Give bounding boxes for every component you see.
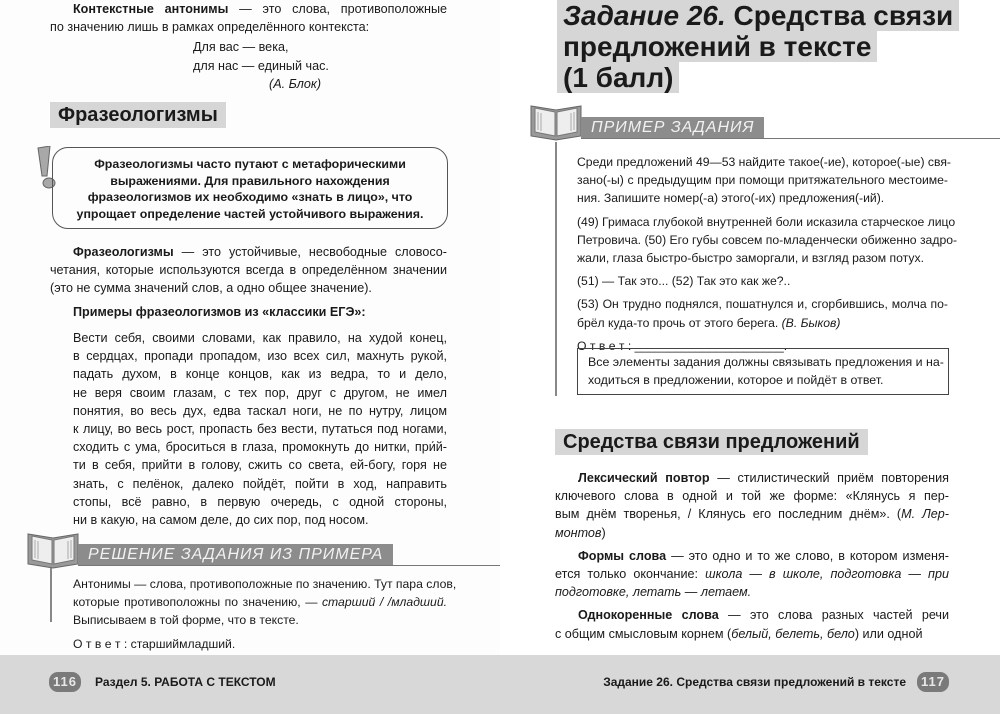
text-line <box>577 315 948 333</box>
examples-list <box>73 329 447 529</box>
footer-section-title: Раздел 5. РАБОТА С ТЕКСТОМ <box>95 675 276 689</box>
text-line <box>555 487 949 505</box>
text-line <box>73 347 447 365</box>
solution-banner: РЕШЕНИЕ ЗАДАНИЯ ИЗ ПРИМЕРА <box>78 544 393 565</box>
text-run: которые противоположны по значению, — <box>73 595 322 610</box>
title-task-number: Задание 26. <box>563 0 726 31</box>
text-line <box>555 565 949 583</box>
callout-line: выражениями. Для правильного нахождения <box>110 173 390 188</box>
italic-run: белый, белеть, бело <box>731 626 855 641</box>
poem-author: (А. Блок) <box>269 77 322 91</box>
text-line <box>73 511 447 529</box>
text-line <box>73 384 447 402</box>
text-line <box>73 493 447 511</box>
text-line <box>73 365 447 383</box>
text-run: Петровича. (50) Его губы совсем по-младенчески обиженно задро- <box>577 232 958 247</box>
page-number: 117 <box>917 672 949 692</box>
text-line <box>577 296 948 314</box>
italic-run: старший / /младший. <box>321 595 447 610</box>
text-line <box>73 329 447 347</box>
note-line: ходиться в предложении, которое и пойдёт в ответ. <box>588 373 884 387</box>
text-run: (53) Он трудно поднялся, пошатнулся и, сгорбившись, молча по- <box>577 297 948 312</box>
bold-term: Формы слова <box>578 548 667 563</box>
text-run: (49) Гримаса глубокой внутренней боли исказила старческое лицо <box>577 214 956 229</box>
title-text: Средства связи <box>725 0 954 31</box>
divider <box>50 568 52 622</box>
text-line <box>50 279 447 297</box>
text-line <box>73 438 447 456</box>
text-run: ни в какую, на самом деле, до сих пор, под носом. <box>73 512 369 527</box>
bold-term: Контекстные антонимы <box>73 2 229 16</box>
text-line <box>577 250 948 268</box>
poem-line: для нас — единый час. <box>193 58 329 73</box>
text-run: с общим смысловым корнем ( <box>555 626 732 641</box>
body-text <box>555 469 949 643</box>
text-line <box>50 243 447 261</box>
text-line <box>73 402 447 420</box>
section-heading: Средства связи предложений <box>555 429 868 455</box>
bold-term: Фразеологизмы <box>73 245 174 259</box>
text-line <box>73 303 447 321</box>
page-title <box>557 0 959 93</box>
text-run: Среди предложений 49—53 найдите такое(-ие), которое(-ые) свя- <box>577 155 951 169</box>
text-line <box>577 172 948 190</box>
text-run: — стилистический приём повторения <box>709 471 949 485</box>
text-line <box>50 18 447 36</box>
book-icon <box>527 102 585 142</box>
text-line <box>577 154 951 172</box>
text-run: Антонимы — слова, противоположные по значению. Тут пара слов, <box>73 577 457 591</box>
title-line: (1 балл) <box>557 62 679 93</box>
text-run: — это устойчивые, несвободные словосо- <box>173 245 447 259</box>
text-run: Вести себя, своими словами, как правило, на худой конец, <box>73 331 447 345</box>
text-line <box>73 575 457 593</box>
text-line <box>50 0 447 18</box>
footer-section-title: Задание 26. Средства связи предложений в тексте <box>603 675 906 689</box>
text-line <box>577 273 948 291</box>
text-line <box>555 583 949 601</box>
text-line <box>50 261 447 279</box>
text-line <box>555 524 949 542</box>
poem-quote <box>193 38 329 94</box>
text-run: падать духом, в конце концов, как из ведра, то и дело, <box>73 367 447 382</box>
text-line <box>577 190 948 208</box>
text-run: Выписываем в той форме, что в тексте. <box>73 613 299 628</box>
text-run: (это не сумма значений слов, а одно общее значение). <box>50 281 372 296</box>
text-run: жали, глаза быстро-быстро заморгали, и взгляд разом потух. <box>577 250 924 265</box>
bold-term: Примеры фразеологизмов из «классики ЕГЭ»: <box>73 305 366 319</box>
text-line <box>555 625 949 643</box>
title-line <box>557 0 959 31</box>
text-run: вым днём творенья, / Клянусь его последним днём». ( <box>555 507 902 522</box>
divider <box>78 565 500 566</box>
text-run: стопы, всё равно, в первую очередь, с одной стороны, <box>73 494 447 509</box>
text-run: ти в себя, прийти в голову, сжить со света, ей-богу, горя не <box>73 458 447 473</box>
text-run: — это слова разных частей речи <box>718 608 950 623</box>
callout-line: Фразеологизмы часто путают с метафорическими <box>94 157 406 171</box>
text-run: сходить с ума, броситься в глаза, промокнуть до нитки, при́й- <box>73 440 447 455</box>
text-line <box>73 475 447 493</box>
text-run: ) или одной <box>854 626 923 641</box>
examples-title <box>73 303 447 321</box>
text-run: (51) — Так это... (52) Так это как же?.. <box>577 274 791 289</box>
text-line <box>555 547 949 565</box>
text-line <box>73 420 447 438</box>
callout-line: фразеологизмов их необходимо «знать в лицо», что <box>87 190 413 204</box>
italic-run: (В. Быков) <box>781 315 841 330</box>
text-line <box>555 606 949 624</box>
italic-run: монтов <box>555 525 602 540</box>
text-line <box>555 469 949 487</box>
text-line <box>555 505 949 523</box>
text-run: зано(-ы) с предыдущим при помощи притяжательного местоиме- <box>577 173 948 188</box>
solution-text <box>73 575 457 653</box>
task-text <box>577 154 958 356</box>
note-line: Все элементы задания должны связывать предложения и на- <box>588 355 944 369</box>
text-line <box>577 232 958 250</box>
text-line <box>73 611 447 629</box>
text-run: О т в е т : старшиймладший. <box>73 636 236 651</box>
divider <box>581 138 1000 139</box>
text-run: в сердцах, пропади пропадом, изо всех сил, махнуть рукой, <box>73 349 447 364</box>
text-run: — это слова, противоположные <box>228 2 447 16</box>
example-banner: ПРИМЕР ЗАДАНИЯ <box>581 117 764 138</box>
text-line <box>73 635 447 653</box>
text-run: четания, которые используются всегда в определённом значении <box>50 263 447 278</box>
intro-paragraph <box>50 0 447 36</box>
text-run: к лицу, во весь рост, пропасть без вести, путаться под ногами, <box>73 421 447 436</box>
title-line: предложений в тексте <box>557 31 877 62</box>
text-run: ) <box>601 525 606 540</box>
callout-line: упрощает определение частей устойчивого выражения. <box>76 206 424 221</box>
section-heading: Фразеологизмы <box>50 102 226 128</box>
divider <box>555 142 557 396</box>
text-line <box>73 593 447 611</box>
text-run: — это одно и то же слово, в котором изменя- <box>666 548 949 563</box>
definition-paragraph <box>50 243 447 298</box>
poem-line: Для вас — века, <box>193 40 289 54</box>
italic-run: М. Лер- <box>901 507 949 522</box>
task-note-box <box>577 348 949 395</box>
callout-note <box>52 147 448 229</box>
text-run: не веря своим глазам, с тех пор, друг с другом, не имел <box>73 385 447 400</box>
text-run: ния. Запишите номер(-а) этого(-их) предложения(-ий). <box>577 191 885 206</box>
bold-term: Однокоренные слова <box>578 608 719 623</box>
text-run: ключевого слова в одной и той же форме: «Клянусь я пер- <box>555 489 949 504</box>
page-number: 116 <box>49 672 81 692</box>
book-icon <box>24 530 82 570</box>
italic-run: подготовке, летать — летаем. <box>555 585 752 600</box>
italic-run: школа — в школе, подготовка — при <box>705 566 949 581</box>
bold-term: Лексический повтор <box>578 471 710 485</box>
text-run: ется только окончание: <box>555 566 706 581</box>
text-line <box>577 214 956 232</box>
text-run: брёл куда-то прочь от этого берега. <box>577 315 782 330</box>
text-run: понятия, во весь дух, едва таскал ноги, не по нутру, лицом <box>73 403 447 418</box>
text-run: знать, с пелёнок, далеко пойдёт, пойти в ход, направить <box>73 476 447 491</box>
text-run: О т в е т : ______________________. <box>577 338 788 353</box>
text-line <box>73 456 447 474</box>
text-run: по значению лишь в рамках определённого контекста: <box>50 20 370 35</box>
